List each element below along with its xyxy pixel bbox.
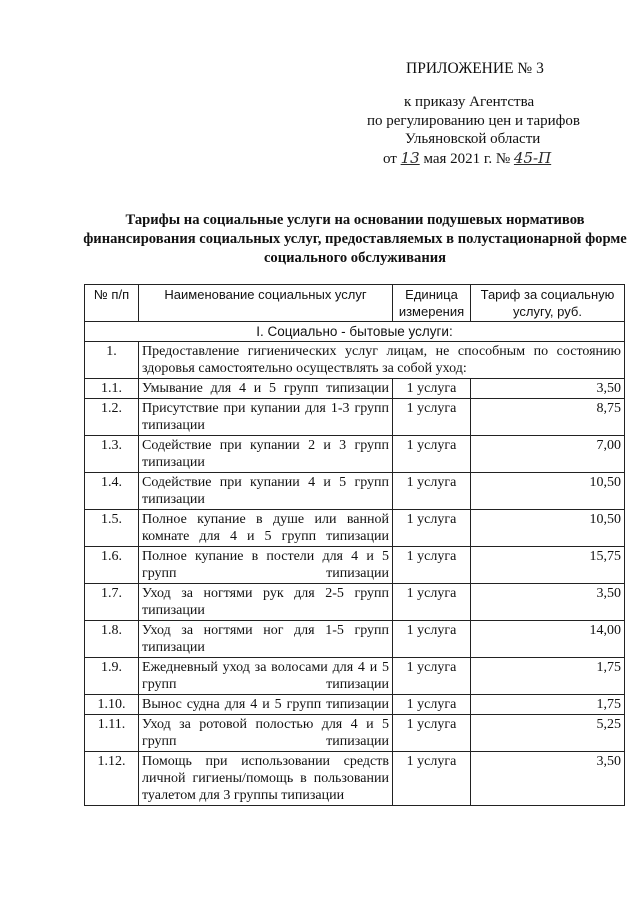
row-unit: 1 услуга xyxy=(393,547,471,584)
header-num: № п/п xyxy=(85,285,139,322)
table-row xyxy=(85,695,625,715)
table-row xyxy=(85,399,625,436)
row-price: 10,50 xyxy=(471,473,625,510)
header-name: Наименование социальных услуг xyxy=(139,285,393,322)
row-price: 1,75 xyxy=(471,658,625,695)
row-price: 3,50 xyxy=(471,584,625,621)
handwritten-order-number: 45-П xyxy=(513,149,552,167)
row-price: 14,00 xyxy=(471,621,625,658)
row-num: 1.8. xyxy=(85,621,139,658)
row-unit: 1 услуга xyxy=(393,695,471,715)
table-row xyxy=(85,473,625,510)
row-unit: 1 услуга xyxy=(393,715,471,752)
row-price: 3,50 xyxy=(471,752,625,806)
date-rest: мая 2021 г. № xyxy=(423,151,511,167)
table-header-row xyxy=(85,285,625,322)
row-name: Умывание для 4 и 5 групп типизации xyxy=(139,379,393,399)
row-unit: 1 услуга xyxy=(393,379,471,399)
row-num: 1.11. xyxy=(85,715,139,752)
appendix-label: ПРИЛОЖЕНИЕ № 3 xyxy=(406,60,544,77)
row-num: 1.5. xyxy=(85,510,139,547)
row-unit: 1 услуга xyxy=(393,752,471,806)
row-name: Содействие при купании 2 и 3 групп типизации xyxy=(139,436,393,473)
row-name: Содействие при купании 4 и 5 групп типизации xyxy=(139,473,393,510)
row-price: 3,50 xyxy=(471,379,625,399)
row-num: 1.10. xyxy=(85,695,139,715)
table-row xyxy=(85,752,625,806)
order-date-line xyxy=(383,149,551,168)
row-num: 1.7. xyxy=(85,584,139,621)
row-unit: 1 услуга xyxy=(393,658,471,695)
row-name: Ежедневный уход за волосами для 4 и 5 групп типизации xyxy=(139,658,393,695)
row-name: Полное купание в постели для 4 и 5 групп типизации xyxy=(139,547,393,584)
row-num: 1.6. xyxy=(85,547,139,584)
table-row xyxy=(85,621,625,658)
row-price: 1,75 xyxy=(471,695,625,715)
row-price: 10,50 xyxy=(471,510,625,547)
document-title: Тарифы на социальные услуги на основании подушевых нормативов финансирования социальных услуг, предоставляемых в полустационарной форме социального обслуживания xyxy=(83,212,627,266)
table-row xyxy=(85,436,625,473)
row-num: 1.12. xyxy=(85,752,139,806)
row-name: Полное купание в душе или ванной комнате для 4 и 5 групп типизации xyxy=(139,510,393,547)
row-name: Уход за ротовой полостью для 4 и 5 групп типизации xyxy=(139,715,393,752)
order-line-1: к приказу Агентства xyxy=(404,94,535,110)
row-name: Помощь при использовании средств личной гигиены/помощь в пользовании туалетом для 3 группы типизации xyxy=(139,752,393,806)
row-unit: 1 услуга xyxy=(393,399,471,436)
row-unit: 1 услуга xyxy=(393,621,471,658)
group-row xyxy=(85,342,625,379)
row-price: 8,75 xyxy=(471,399,625,436)
row-num: 1.9. xyxy=(85,658,139,695)
order-line-3: Ульяновской области xyxy=(405,131,541,147)
row-num: 1.3. xyxy=(85,436,139,473)
group-num: 1. xyxy=(85,342,139,379)
order-line-2: по регулированию цен и тарифов xyxy=(367,113,580,129)
tariffs-table xyxy=(84,284,625,806)
row-name: Присутствие при купании для 1-3 групп типизации xyxy=(139,399,393,436)
row-price: 7,00 xyxy=(471,436,625,473)
table-row xyxy=(85,510,625,547)
header-unit: Единица измерения xyxy=(393,285,471,322)
row-num: 1.2. xyxy=(85,399,139,436)
handwritten-day: 13 xyxy=(400,149,420,167)
header-price: Тариф за социальную услугу, руб. xyxy=(471,285,625,322)
row-num: 1.1. xyxy=(85,379,139,399)
row-unit: 1 услуга xyxy=(393,510,471,547)
row-unit: 1 услуга xyxy=(393,473,471,510)
row-unit: 1 услуга xyxy=(393,584,471,621)
table-row xyxy=(85,715,625,752)
group-text: Предоставление гигиенических услуг лицам, не способным по состоянию здоровья самостоятельно осуществлять за собой уход: xyxy=(139,342,625,379)
section-row xyxy=(85,322,625,342)
row-unit: 1 услуга xyxy=(393,436,471,473)
table-row xyxy=(85,658,625,695)
row-name: Вынос судна для 4 и 5 групп типизации xyxy=(139,695,393,715)
table-row xyxy=(85,547,625,584)
date-prefix: от xyxy=(383,151,397,167)
row-name: Уход за ногтями ног для 1-5 групп типизации xyxy=(139,621,393,658)
row-price: 15,75 xyxy=(471,547,625,584)
table-row xyxy=(85,584,625,621)
row-name: Уход за ногтями рук для 2-5 групп типизации xyxy=(139,584,393,621)
table-row xyxy=(85,379,625,399)
row-price: 5,25 xyxy=(471,715,625,752)
row-num: 1.4. xyxy=(85,473,139,510)
section-title: I. Социально - бытовые услуги: xyxy=(85,322,625,342)
